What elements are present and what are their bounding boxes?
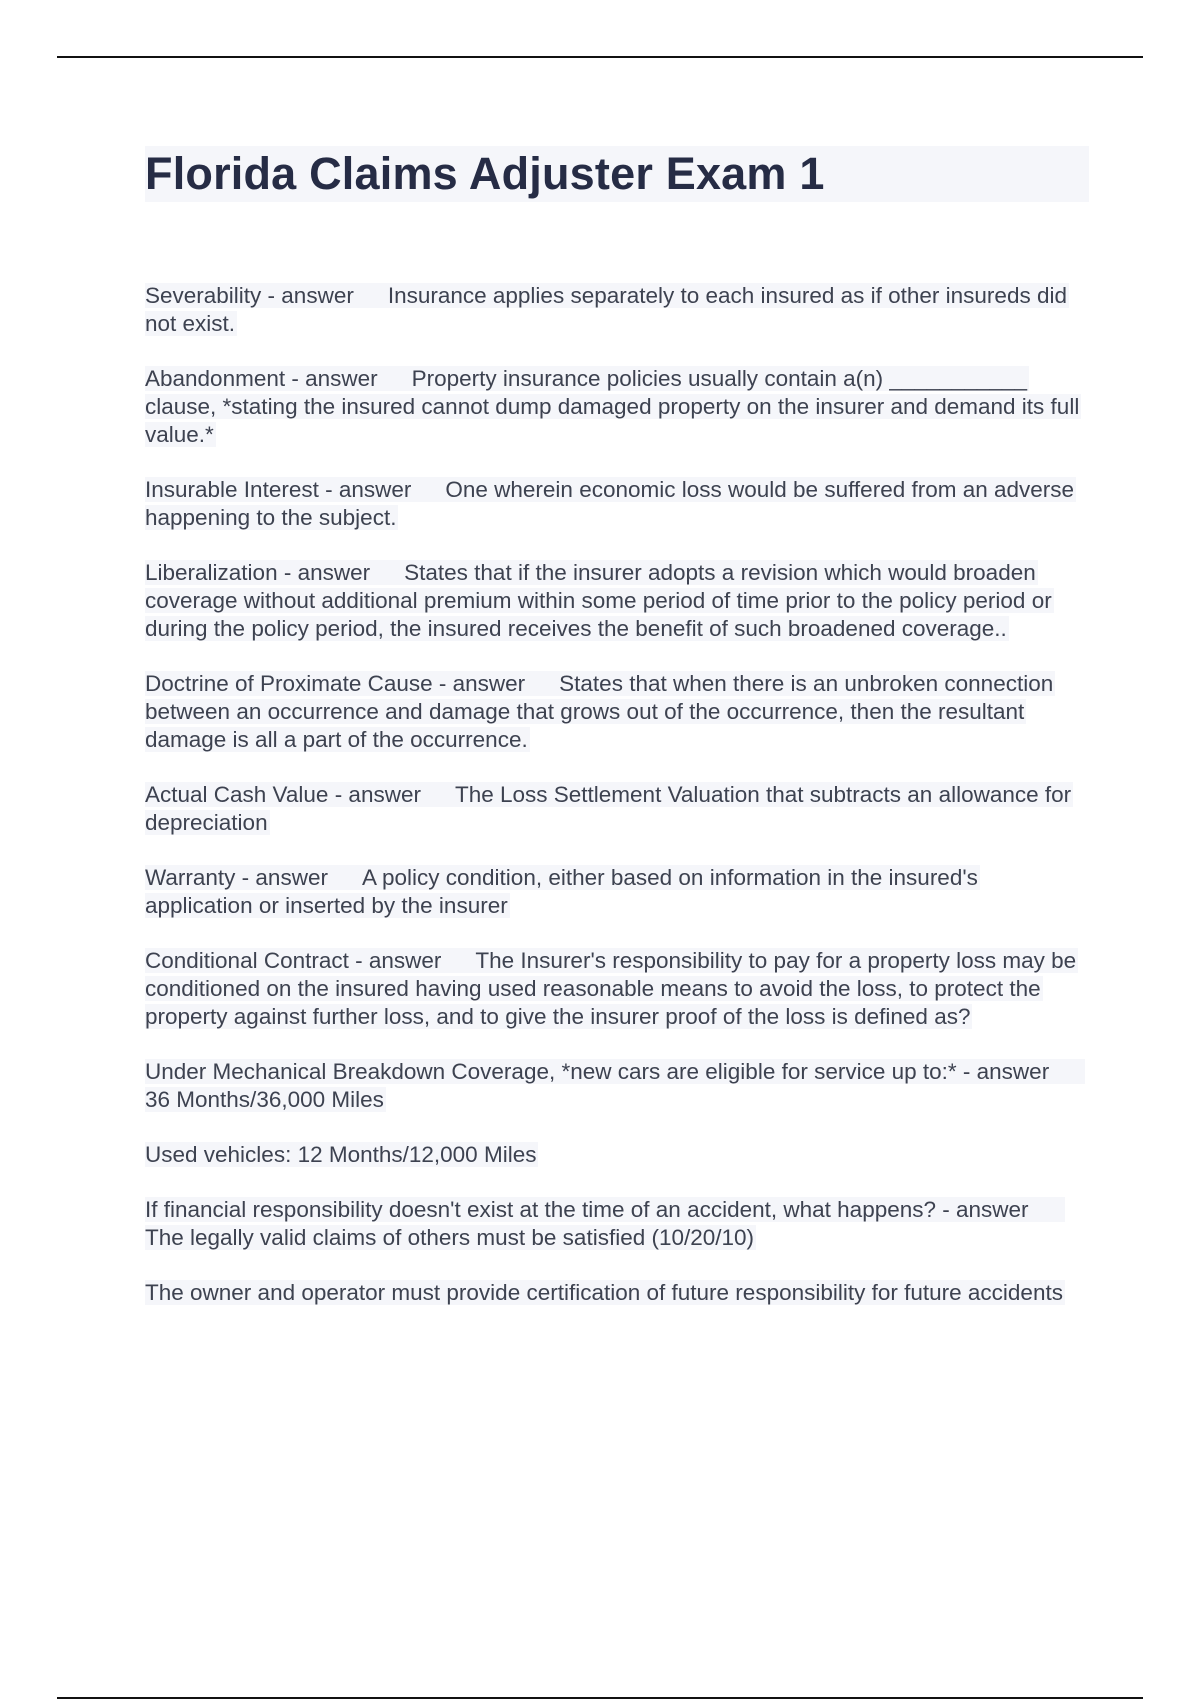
top-divider	[57, 56, 1143, 58]
entry-definition: The legally valid claims of others must be satisfied (10/20/10)	[145, 1225, 755, 1250]
entry-term: Abandonment - answer	[145, 366, 378, 391]
list-item	[145, 476, 1085, 532]
list-item	[145, 282, 1085, 338]
entry-term: Actual Cash Value - answer	[145, 782, 421, 807]
entry-definition: 36 Months/36,000 Miles	[145, 1087, 384, 1112]
entry-definition: Insurance applies separately to each insured as if other insureds did not exist.	[145, 283, 1067, 336]
list-item	[145, 1141, 1085, 1169]
list-item	[145, 1279, 1085, 1307]
entry-term: The owner and operator must provide certification of future responsibility for future accidents	[145, 1280, 1063, 1305]
list-item	[145, 559, 1085, 643]
flashcard-list	[145, 282, 1085, 1334]
entry-term: Doctrine of Proximate Cause - answer	[145, 671, 526, 696]
list-item	[145, 1058, 1085, 1114]
list-item	[145, 864, 1085, 920]
entry-definition: One wherein economic loss would be suffered from an adverse happening to the subject.	[145, 477, 1075, 530]
entry-definition: States that when there is an unbroken connection between an occurrence and damage that grows out of the occurrence, then the resultant damage is all a part of the occurrence.	[145, 671, 1054, 752]
entry-term: If financial responsibility doesn't exist at the time of an accident, what happens? - answer	[145, 1197, 1029, 1222]
list-item	[145, 365, 1085, 449]
entry-term: Used vehicles: 12 Months/12,000 Miles	[145, 1142, 537, 1167]
entry-term: Warranty - answer	[145, 865, 328, 890]
entry-term: Liberalization - answer	[145, 560, 371, 585]
entry-term: Conditional Contract - answer	[145, 948, 442, 973]
entry-definition: States that if the insurer adopts a revision which would broaden coverage without additional premium within some period of time prior to the policy period or during the policy period, the insured receives the benefit of such broadened coverage..	[145, 560, 1052, 641]
entry-definition: The Loss Settlement Valuation that subtracts an allowance for depreciation	[145, 782, 1072, 835]
entry-definition: A policy condition, either based on information in the insured's application or inserted by the insurer	[145, 865, 978, 918]
entry-term: Insurable Interest - answer	[145, 477, 412, 502]
entry-definition: The Insurer's responsibility to pay for a property loss may be conditioned on the insured having used reasonable means to avoid the loss, to protect the property against further loss, and to give the insurer proof of the loss is defined as?	[145, 948, 1077, 1029]
list-item	[145, 670, 1085, 754]
list-item	[145, 781, 1085, 837]
list-item	[145, 947, 1085, 1031]
bottom-divider	[57, 1697, 1143, 1699]
list-item	[145, 1196, 1085, 1252]
page-title: Florida Claims Adjuster Exam 1	[145, 146, 1089, 202]
entry-definition: Property insurance policies usually contain a(n) ___________ clause, *stating the insured cannot dump damaged property on the insurer and demand its full value.*	[145, 366, 1080, 447]
entry-term: Under Mechanical Breakdown Coverage, *new cars are eligible for service up to:* - answer	[145, 1059, 1050, 1084]
entry-term: Severability - answer	[145, 283, 354, 308]
